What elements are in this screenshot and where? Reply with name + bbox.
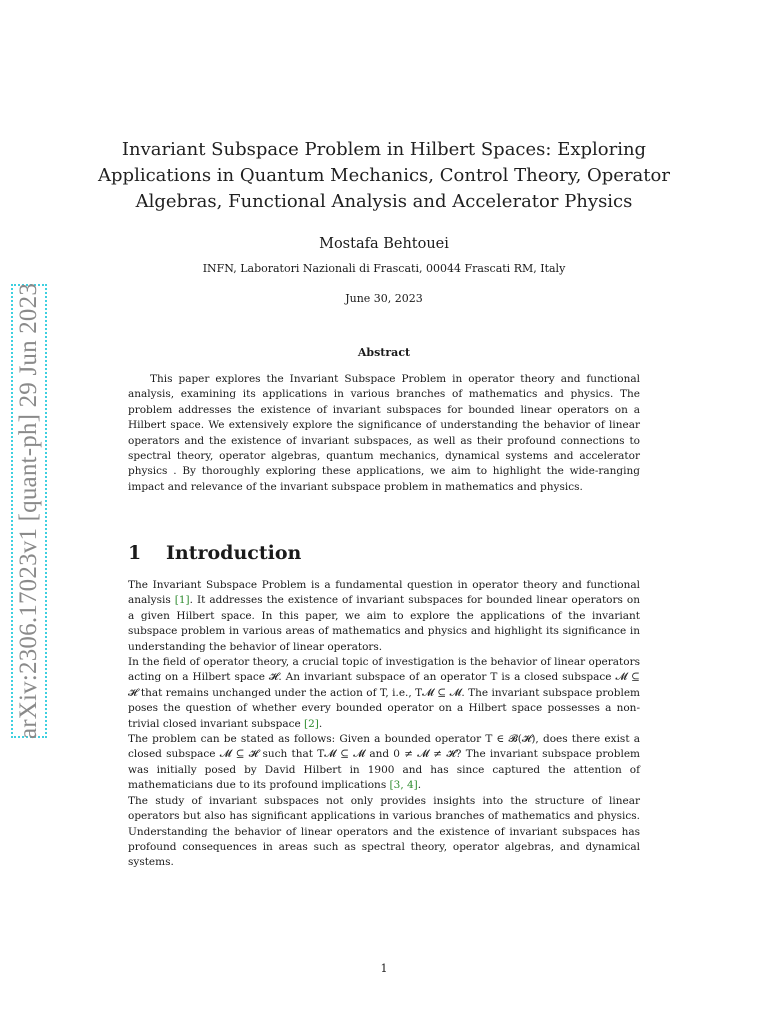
paragraph: The study of invariant subspaces not only provides insights into the structure of linear operators but also has significant applications in various branches of mathematics and physics. Understanding the behavior of linear operators and the existence of invariant subspaces has profound consequences in areas such as spectral theory, operator algebras, and dynamical systems.: [128, 794, 640, 869]
section-title: Introduction: [166, 542, 302, 564]
paragraph: The problem can be stated as follows: Given a bounded operator T ∈ 𝓑(𝓗), does there exist a closed subspace 𝓜 ⊆ 𝓗 such that T𝓜 ⊆ 𝓜 and 0 ≠ 𝓜 ≠ 𝓗? The invariant subspace problem was initially posed by David Hilbert in 1900 and has since captured the attention of mathematicians due to its profound implications [3, 4].: [128, 733, 640, 792]
introduction-body: [128, 578, 640, 871]
paper-title: Invariant Subspace Problem in Hilbert Spaces: Exploring Applications in Quantum Mechanics, Control Theory, Operator Algebras, Functional Analysis and Accelerator Physics: [98, 139, 670, 212]
page-number: 1: [380, 962, 388, 975]
citation-link[interactable]: [2]: [304, 717, 319, 730]
section-heading: [128, 542, 301, 564]
paragraph: In the field of operator theory, a crucial topic of investigation is the behavior of linear operators acting on a Hilbert space 𝓗. An invariant subspace of an operator T is a closed subspace 𝓜 ⊆ 𝓗 that remains unchanged under the action of T, i.e., T𝓜 ⊆ 𝓜. The invariant subspace problem poses the question of whether every bounded operator on a Hilbert space possesses a non-trivial closed invariant subspace [2].: [128, 656, 640, 730]
author-affiliation: INFN, Laboratori Nazionali di Frascati, 00044 Frascati RM, Italy: [202, 262, 566, 275]
citation-link[interactable]: [1]: [174, 594, 190, 607]
paragraph: The Invariant Subspace Problem is a fundamental question in operator theory and functional analysis [1]. It addresses the existence of invariant subspaces for bounded linear operators on a given Hilbert space. In this paper, we aim to explore the applications of the invariant subspace problem in various areas of mathematics and physics and highlight its significance in understanding the behavior of linear operators.: [128, 579, 640, 653]
author-name: Mostafa Behtouei: [319, 236, 449, 252]
publication-date: June 30, 2023: [345, 292, 423, 305]
section-number: 1: [128, 542, 142, 564]
abstract-text: This paper explores the Invariant Subspace Problem in operator theory and functional analysis, examining its applications in various branches of mathematics and physics. The problem addresses the existence of invariant subspaces for bounded linear operators on a Hilbert space. We extensively explore the significance of understanding the behavior of linear operators and the existence of invariant subspaces, as well as their profound connections to spectral theory, operator algebras, quantum mechanics, dynamical systems and accelerator physics . By thoroughly exploring these applications, we aim to highlight the wide-ranging impact and relevance of the invariant subspace problem in mathematics and physics.: [128, 373, 640, 493]
arxiv-identifier: arXiv:2306.17023v1 [quant-ph] 29 Jun 2023: [15, 282, 43, 740]
citation-link[interactable]: [3, 4]: [389, 779, 418, 792]
abstract-heading: Abstract: [357, 346, 411, 359]
